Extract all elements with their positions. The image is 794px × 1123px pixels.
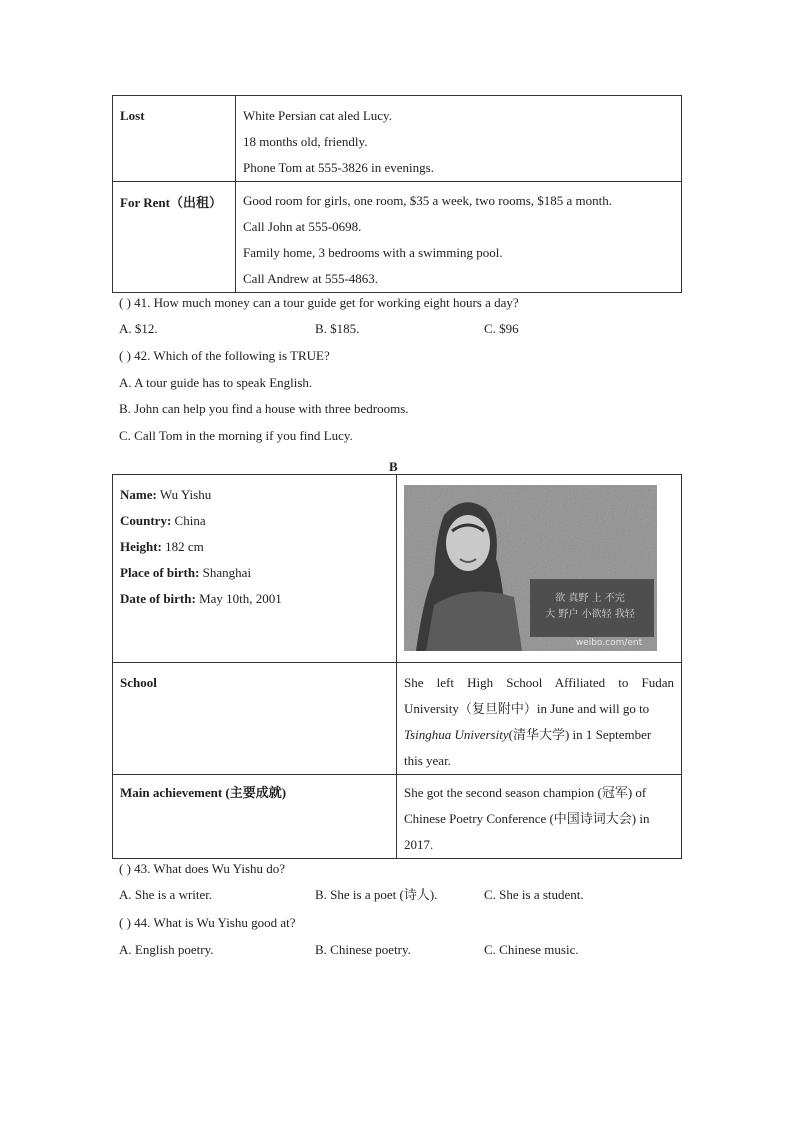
lost-line: Phone Tom at 555-3826 in evenings. bbox=[243, 160, 434, 175]
q44-option-b: B. Chinese poetry. bbox=[315, 942, 411, 957]
q42-option-c: C. Call Tom in the morning if you find Lucy. bbox=[119, 428, 353, 443]
ads-table bbox=[112, 95, 682, 293]
for-rent-line: Family home, 3 bedrooms with a swimming pool. bbox=[243, 245, 503, 260]
q43-option-b: B. She is a poet (诗人). bbox=[315, 887, 438, 902]
achievement-line: 2017. bbox=[404, 837, 434, 852]
q41-option-a: A. $12. bbox=[119, 321, 158, 336]
photo-caption-line2: 大 野户 小欲轻 我轻 bbox=[545, 609, 635, 620]
for-rent-details-cell bbox=[236, 182, 682, 293]
for-rent-line: Good room for girls, one room, $35 a week, two rooms, $185 a month. bbox=[243, 193, 613, 208]
school-line: this year. bbox=[404, 753, 451, 768]
height-value: 182 cm bbox=[165, 539, 204, 554]
question-42: ( ) 42. Which of the following is TRUE? bbox=[119, 348, 330, 363]
school-details-cell bbox=[397, 663, 682, 775]
country-label: Country: bbox=[120, 513, 172, 528]
q42-option-a: A. A tour guide has to speak English. bbox=[119, 375, 313, 390]
q42-option-b: B. John can help you find a house with three bedrooms. bbox=[119, 401, 409, 416]
school-line: University（复旦附中）in June and will go to bbox=[404, 701, 650, 716]
lost-label-cell bbox=[113, 96, 236, 182]
school-line: She left High School Affiliated to Fudan bbox=[404, 675, 674, 690]
q41-option-c: C. $96 bbox=[484, 321, 519, 336]
school-label: School bbox=[120, 675, 157, 690]
achievement-line: Chinese Poetry Conference (中国诗词大会) in bbox=[404, 811, 650, 826]
lost-line: 18 months old, friendly. bbox=[243, 134, 368, 149]
lost-line: White Persian cat aled Lucy. bbox=[243, 108, 392, 123]
q41-option-b: B. $185. bbox=[315, 321, 360, 336]
question-41: ( ) 41. How much money can a tour guide get for working eight hours a day? bbox=[119, 295, 519, 310]
dob-value: May 10th, 2001 bbox=[199, 591, 282, 606]
lost-label: Lost bbox=[120, 108, 145, 123]
photo-watermark: weibo.com/ent bbox=[575, 638, 643, 648]
for-rent-label: For Rent（出租） bbox=[120, 195, 222, 210]
school-tsinghua: Tsinghua University bbox=[404, 727, 509, 742]
school-line: (清华大学) in 1 September bbox=[508, 727, 652, 742]
achievement-label-cell bbox=[113, 775, 397, 859]
for-rent-line: Call Andrew at 555-4863. bbox=[243, 271, 379, 286]
section-b-heading: B bbox=[389, 459, 398, 474]
lost-details-cell bbox=[236, 96, 682, 182]
q44-option-c: C. Chinese music. bbox=[484, 942, 579, 957]
wu-yishu-photo bbox=[404, 485, 657, 651]
country-value: China bbox=[174, 513, 206, 528]
school-label-cell bbox=[113, 663, 397, 775]
question-44: ( ) 44. What is Wu Yishu good at? bbox=[119, 915, 296, 930]
q43-option-c: C. She is a student. bbox=[484, 887, 584, 902]
achievement-details-cell bbox=[397, 775, 682, 859]
dob-label: Date of birth: bbox=[120, 591, 196, 606]
profile-info-cell bbox=[113, 475, 397, 663]
q44-option-a: A. English poetry. bbox=[119, 942, 214, 957]
achievement-label: Main achievement (主要成就) bbox=[120, 785, 287, 800]
question-43: ( ) 43. What does Wu Yishu do? bbox=[119, 861, 286, 876]
photo-caption-line1: 欲 真野 上 不完 bbox=[555, 593, 625, 604]
name-label: Name: bbox=[120, 487, 157, 502]
birthplace-value: Shanghai bbox=[202, 565, 252, 580]
name-value: Wu Yishu bbox=[159, 487, 212, 502]
birthplace-label: Place of birth: bbox=[120, 565, 200, 580]
for-rent-label-cell bbox=[113, 182, 236, 293]
q43-option-a: A. She is a writer. bbox=[119, 887, 213, 902]
achievement-line: She got the second season champion (冠军) of bbox=[404, 785, 647, 800]
height-label: Height: bbox=[120, 539, 162, 554]
for-rent-line: Call John at 555-0698. bbox=[243, 219, 362, 234]
